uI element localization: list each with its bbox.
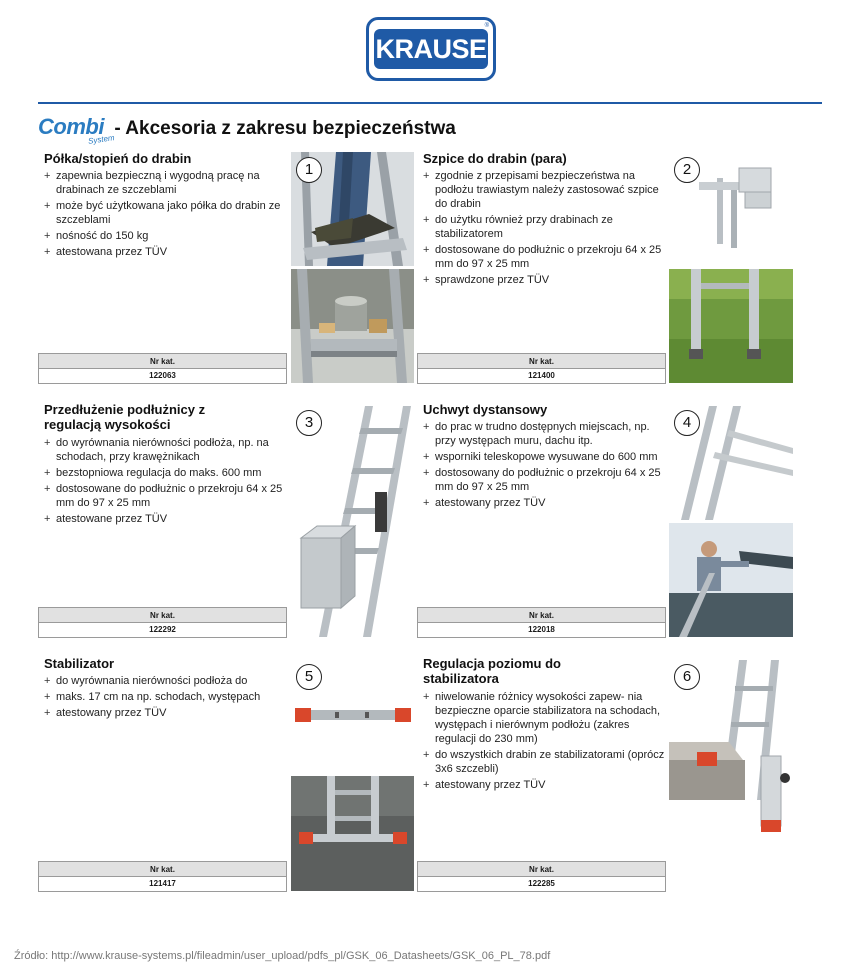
photo-level-adjustment: [669, 660, 793, 891]
catalog-number-table: [38, 353, 287, 384]
feature-item: + zgodnie z przepisami bezpieczeństwa na podłożu trawiastym należy zastosować szpice do drabin: [421, 169, 665, 211]
feature-item: + maks. 17 cm na np. schodach, występach: [42, 690, 292, 704]
combi-system-label: System: [87, 133, 116, 146]
catalog-label: Nr kat.: [39, 608, 286, 623]
feature-list: [42, 674, 292, 722]
krause-logo: [366, 17, 496, 81]
item-number-badge: 3: [296, 410, 322, 436]
photo-stabilizer-bottom: [291, 776, 414, 891]
feature-list: [421, 690, 669, 794]
catalog-number: 122063: [39, 369, 286, 383]
catalog-number-table: [417, 607, 666, 638]
catalog-number: 121417: [39, 877, 286, 891]
feature-list: [42, 169, 288, 261]
section-title: Przedłużenie podłużnicy z regulacją wysokości: [44, 402, 206, 432]
catalog-number: 122285: [418, 877, 665, 891]
feature-item: + sprawdzone przez TÜV: [421, 273, 665, 287]
item-number-badge: 2: [674, 157, 700, 183]
catalog-label: Nr kat.: [39, 862, 286, 877]
page-heading: [38, 114, 456, 144]
item-number-badge: 6: [674, 664, 700, 690]
section-title: Półka/stopień do drabin: [44, 151, 192, 166]
section-title: Uchwyt dystansowy: [423, 402, 548, 417]
feature-item: + zapewnia bezpieczną i wygodną pracę na drabinach ze szczeblami: [42, 169, 288, 197]
section-title: Stabilizator: [44, 656, 115, 671]
photo-leg-extension: [291, 406, 414, 637]
feature-list: [421, 420, 665, 512]
feature-item: + do wszystkich drabin ze stabilizatorami (oprócz 3x6 szczebli): [421, 748, 669, 776]
feature-item: + atestowany przez TÜV: [42, 706, 292, 720]
catalog-label: Nr kat.: [39, 354, 286, 369]
catalog-number-table: [417, 353, 666, 384]
catalog-label: Nr kat.: [418, 354, 665, 369]
catalog-label: Nr kat.: [418, 862, 665, 877]
section-ladder-spikes: [417, 148, 665, 386]
page-title: - Akcesoria z zakresu bezpieczeństwa: [114, 118, 456, 139]
feature-item: + dostosowane do podłużnic o przekroju 64 x 25 mm do 97 x 25 mm: [42, 482, 292, 510]
feature-item: + atestowany przez TÜV: [421, 496, 665, 510]
feature-item: + dostosowany do podłużnic o przekroju 64 x 25 mm do 97 x 25 mm: [421, 466, 665, 494]
section-title: Szpice do drabin (para): [423, 151, 567, 166]
registered-mark: ®: [484, 23, 489, 29]
catalog-number: 122292: [39, 623, 286, 637]
item-number-badge: 5: [296, 664, 322, 690]
feature-item: + niwelowanie różnicy wysokości zapew- nia bezpieczne oparcie stabilizatora na schodach, występach i nierównym podłożu (zakres regulacji do 230 mm): [421, 690, 669, 746]
section-title: Regulacja poziomu do stabilizatora: [423, 656, 561, 686]
feature-item: + atestowane przez TÜV: [42, 512, 292, 526]
catalog-number: 121400: [418, 369, 665, 383]
catalog-number-table: [417, 861, 666, 892]
feature-item: + nośność do 150 kg: [42, 229, 288, 243]
photo-ladder-spikes-bottom: [669, 269, 793, 383]
feature-list: [421, 169, 665, 289]
section-level-adjustment: [417, 656, 665, 894]
feature-item: + dostosowane do podłużnic o przekroju 64 x 25 mm do 97 x 25 mm: [421, 243, 665, 271]
catalog-number-table: [38, 607, 287, 638]
feature-item: + atestowany przez TÜV: [421, 778, 669, 792]
catalog-number: 122018: [418, 623, 665, 637]
feature-item: + może być użytkowana jako półka do drabin ze szczeblami: [42, 199, 288, 227]
feature-item: + wsporniki teleskopowe wysuwane do 600 mm: [421, 450, 665, 464]
feature-item: + do użytku również przy drabinach ze stabilizatorem: [421, 213, 665, 241]
catalog-number-table: [38, 861, 287, 892]
feature-item: + do wyrównania nierówności podłoża, np. na schodach, przy krawężnikach: [42, 436, 292, 464]
feature-item: + do prac w trudno dostępnych miejscach, np. przy występach muru, dachu itp.: [421, 420, 665, 448]
combi-brand: Combi: [38, 114, 104, 139]
logo-text: KRAUSE: [374, 29, 488, 69]
item-number-badge: 1: [296, 157, 322, 183]
photo-standoff-bottom: [669, 523, 793, 637]
photo-shelf-step-bottom: [291, 269, 414, 383]
feature-item: + bezstopniowa regulacja do maks. 600 mm: [42, 466, 292, 480]
source-citation: Źródło: http://www.krause-systems.pl/fileadmin/user_upload/pdfs_pl/GSK_06_Datasheets/GSK_06_PL_78.pdf: [14, 950, 551, 962]
header-divider: [38, 102, 822, 104]
feature-item: + atestowana przez TÜV: [42, 245, 288, 259]
item-number-badge: 4: [674, 410, 700, 436]
feature-list: [42, 436, 292, 528]
catalog-label: Nr kat.: [418, 608, 665, 623]
feature-item: + do wyrównania nierówności podłoża do: [42, 674, 292, 688]
section-standoff: [417, 402, 665, 640]
